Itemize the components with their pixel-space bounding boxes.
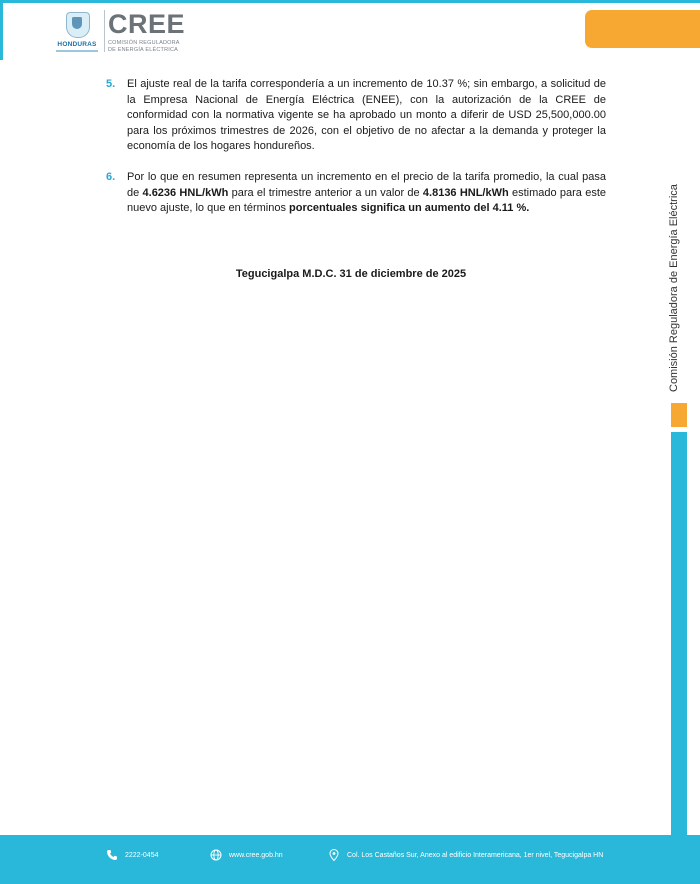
footer-website[interactable] — [210, 849, 283, 861]
globe-icon — [210, 849, 222, 861]
percent-increase: porcentuales significa un aumento del 4.11 %. — [289, 202, 530, 214]
coat-of-arms-icon — [66, 12, 90, 38]
honduras-logo — [52, 10, 102, 58]
header-accent-tab — [585, 10, 700, 48]
honduras-logo-text: HONDURAS — [57, 41, 97, 48]
item-text-part: Por lo que en resumen representa un incremento en el precio de la tarifa promedio, la cual pasa de — [127, 171, 606, 199]
logo-divider — [104, 10, 105, 52]
item-number: 5. — [106, 78, 116, 90]
location-pin-icon — [328, 849, 340, 861]
footer-address — [328, 849, 603, 861]
top-border — [0, 0, 700, 3]
item-text-part: estimado para este nuevo ajuste, lo que en términos — [127, 186, 606, 214]
side-label: Comisión Reguladora de Energía Eléctrica — [668, 184, 680, 392]
phone-icon — [106, 849, 118, 861]
footer-website-text[interactable]: www.cree.gob.hn — [229, 851, 283, 859]
cree-logo — [108, 9, 188, 55]
item-number: 6. — [106, 171, 116, 183]
side-accent-cyan — [671, 432, 687, 836]
item-text: El ajuste real de la tarifa correspondería a un incremento de 10.37 %; sin embargo, a solicitud de la Empresa Nacional de Energía Eléctrica (ENEE), con la autorización de la CREE de conformidad con la normativa vigente se ha aprobado un monto a diferir de USD 25,500,000.00 para los próximos trimestres de 2026, con el objetivo de no afectar a la demanda y proteger la economía de los hogares hondureños. — [127, 78, 606, 152]
footer-phone-text: 2222-0454 — [125, 851, 159, 859]
footer-bar — [0, 835, 700, 884]
left-border — [0, 0, 3, 60]
honduras-logo-underline — [56, 50, 98, 52]
list-item — [106, 170, 606, 217]
list-item — [106, 77, 606, 155]
item-text — [127, 170, 606, 217]
cree-logo-text: CREE — [108, 9, 186, 39]
place-and-date: Tegucigalpa M.D.C. 31 de diciembre de 2025 — [235, 268, 467, 280]
previous-rate: 4.6236 HNL/kWh — [142, 186, 229, 199]
new-rate: 4.8136 HNL/kWh — [422, 186, 509, 199]
footer-address-text: Col. Los Castaños Sur, Anexo al edificio Interamericana, 1er nivel, Tegucigalpa HN — [347, 851, 604, 859]
item-text-part: para el trimestre anterior a un valor de — [228, 186, 423, 199]
footer-phone — [106, 849, 158, 861]
side-accent-orange — [671, 403, 687, 427]
cree-logo-subtitle: COMISIÓN REGULADORA DE ENERGÍA ELÉCTRICA — [108, 40, 180, 53]
